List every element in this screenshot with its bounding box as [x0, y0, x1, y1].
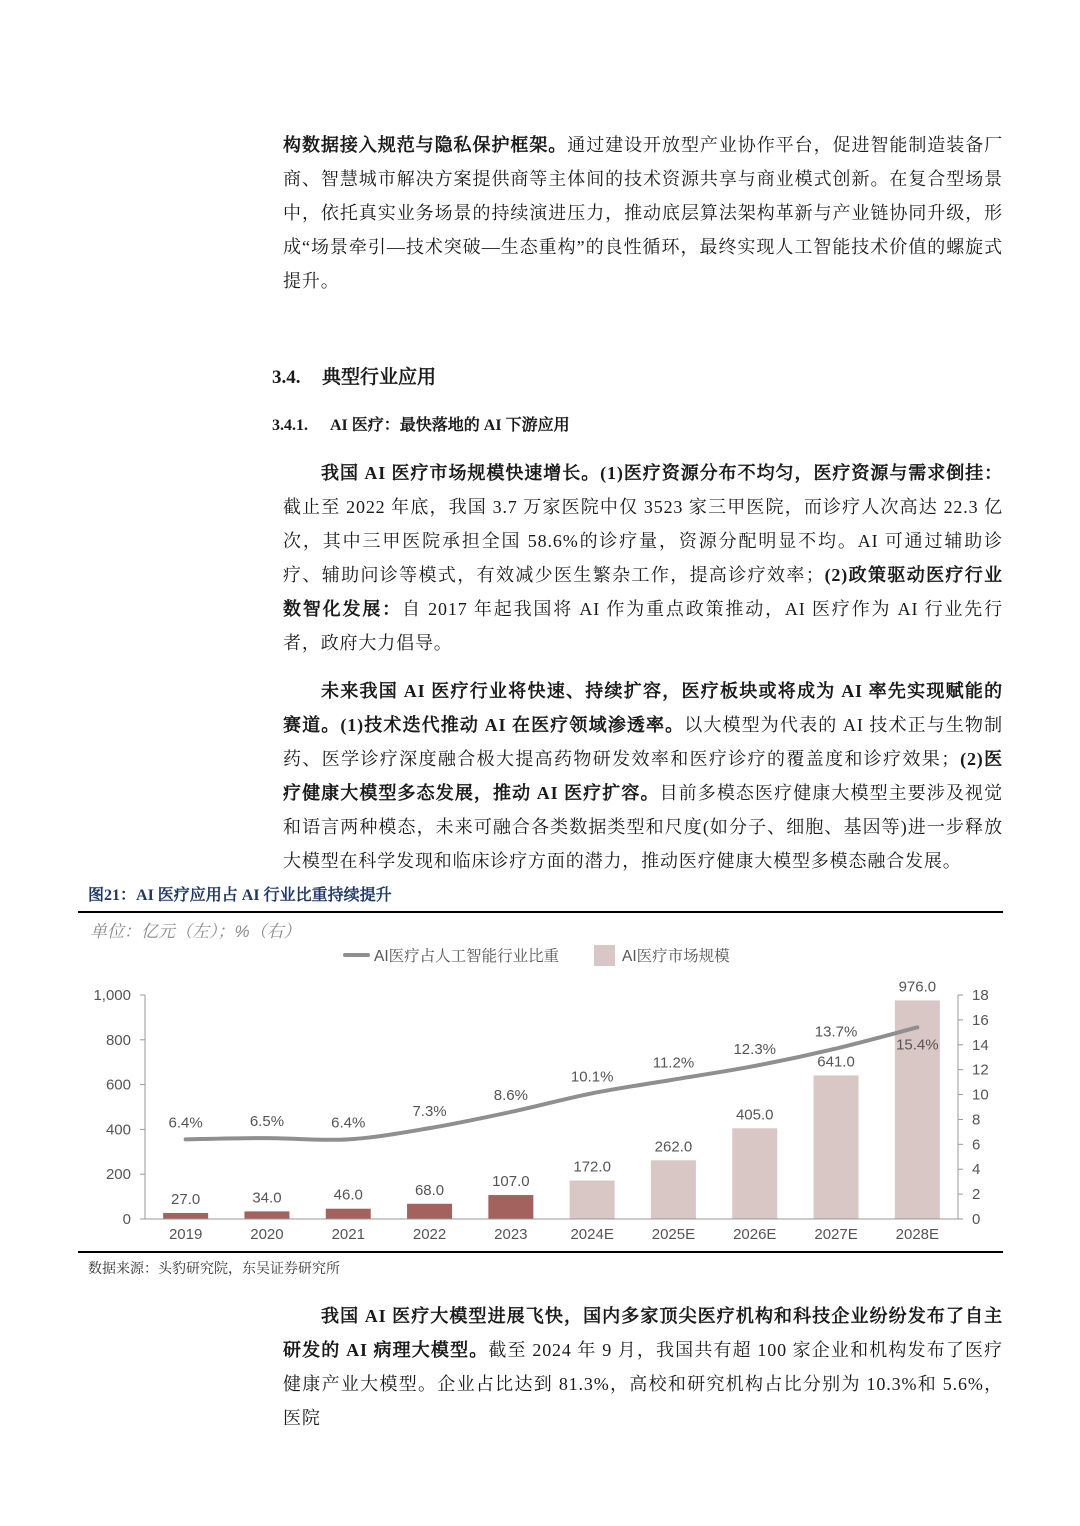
- line-value-label-2026E: 12.3%: [733, 1040, 777, 1058]
- y-right-tick-label: 8: [972, 1111, 981, 1129]
- figure-label: 图21：: [88, 887, 137, 904]
- paragraph-run: 目前多模态医疗健康大模型主要涉及视觉和语言两种模态，未来可融合各类数据类型和尺度(如分子、细胞、基因等)进一步释放大模型在科学发现和临床诊疗方面的潜力，推动医疗健康大模型多模态融合发展。: [283, 783, 1003, 871]
- bar-2025E: [651, 1160, 696, 1219]
- paragraph-run: 通过建设开放型产业协作平台，促进智能制造装备厂商、智慧城市解决方案提供商等主体间的技术资源共享与商业模式创新。在复合型场景中，依托真实业务场景的持续演进压力，推动底层算法架构革新与产业链协同升级，形成“场景牵引—技术突破—生态重构”的良性循环，最终实现人工智能技术价值的螺旋式提升。: [283, 135, 1003, 291]
- x-category-label-2024E: 2024E: [570, 1226, 614, 1243]
- section-heading: [272, 366, 436, 390]
- x-category-label-2023: 2023: [494, 1226, 528, 1243]
- subsection-title: AI 医疗：最快落地的 AI 下游应用: [330, 417, 570, 434]
- chart-unit-note: 单位：亿元（左）；%（右）: [90, 922, 301, 941]
- bar-value-label-2019: 27.0: [171, 1190, 201, 1208]
- chart: [0, 912, 1080, 1252]
- paragraph-run: 以大模型为代表的 AI 技术正与生物制药、医学诊疗深度融合极大提高药物研发效率和医疗诊疗的覆盖度和诊疗效果；: [283, 715, 1003, 769]
- bar-2024E: [570, 1180, 615, 1219]
- y-right-tick-label: 12: [972, 1061, 989, 1079]
- y-right-tick-label: 0: [972, 1211, 981, 1228]
- bar-2023: [488, 1195, 533, 1219]
- y-right-tick-label: 14: [972, 1036, 989, 1054]
- paragraph-bold-run: (2)医疗健康大模型多态发展，推动 AI 医疗扩容。: [283, 749, 1004, 803]
- y-left-tick-label: 200: [105, 1166, 131, 1184]
- bar-2020: [244, 1211, 289, 1219]
- body-paragraph-continuation: [283, 128, 1003, 298]
- share-line: [186, 1027, 918, 1140]
- subsection-heading: [272, 415, 570, 437]
- legend-bar-swatch: [594, 945, 615, 966]
- bar-value-label-2026E: 405.0: [735, 1106, 774, 1124]
- bar-value-label-2024E: 172.0: [573, 1158, 611, 1176]
- paragraph-run: 截止至 2022 年底，我国 3.7 万家医院中仅 3523 家三甲医院，而诊疗人次高达 22.3 亿次，其中三甲医院承担全国 58.6%的诊疗量，资源分配明显不均。AI 可通过辅助诊疗、辅助问诊等模式，有效减少医生繁杂工作，提高诊疗效率；: [283, 497, 1003, 585]
- bar-value-label-2028E: 976.0: [898, 978, 937, 996]
- line-value-label-2021: 6.4%: [331, 1114, 366, 1132]
- bar-2027E: [814, 1075, 859, 1219]
- figure-source: 数据来源：头豹研究院，东吴证券研究所: [88, 1262, 340, 1277]
- x-category-label-2028E: 2028E: [895, 1226, 940, 1243]
- bar-2022: [407, 1204, 452, 1219]
- line-value-label-2028E: 15.4%: [896, 1036, 939, 1054]
- y-right-tick-label: 2: [972, 1186, 981, 1204]
- body-paragraph-expansion: [283, 674, 1003, 878]
- x-category-label-2021: 2021: [331, 1226, 365, 1243]
- body-paragraph-market-growth: [283, 456, 1003, 660]
- paragraph-bold-run: 未来我国 AI 医疗行业将快速、持续扩容，医疗板块或将成为 AI 率先实现赋能的赛道。(1)技术迭代推动 AI 在医疗领域渗透率。: [283, 681, 1003, 735]
- legend-label-share: AI医疗占人工智能行业比重: [374, 948, 560, 965]
- chart-legend: [345, 945, 730, 966]
- bar-value-label-2027E: 641.0: [817, 1053, 855, 1071]
- line-value-label-2025E: 11.2%: [652, 1054, 695, 1072]
- x-category-label-2026E: 2026E: [733, 1226, 777, 1243]
- y-left-tick-label: 800: [105, 1031, 131, 1049]
- y-right-tick-label: 18: [972, 987, 989, 1004]
- paragraph-bold-run: (2)政策驱动医疗行业数智化发展：: [283, 565, 1003, 619]
- bar-2021: [326, 1209, 371, 1219]
- legend-label-market-size: AI医疗市场规模: [622, 948, 730, 965]
- y-left-tick-label: 0: [122, 1211, 131, 1228]
- line-value-label-2024E: 10.1%: [570, 1068, 614, 1086]
- line-value-label-2023: 8.6%: [493, 1086, 528, 1104]
- bar-value-label-2023: 107.0: [492, 1173, 530, 1191]
- figure-bottom-rule: [78, 1251, 1003, 1253]
- x-category-label-2022: 2022: [412, 1226, 447, 1243]
- line-value-label-2019: 6.4%: [168, 1114, 203, 1132]
- section-title: 典型行业应用: [322, 367, 437, 388]
- bar-value-label-2022: 68.0: [414, 1181, 445, 1199]
- figure-caption: [88, 886, 392, 906]
- y-left-tick-label: 1,000: [93, 987, 131, 1004]
- y-right-tick-label: 10: [972, 1086, 989, 1104]
- y-right-tick-label: 4: [972, 1161, 981, 1179]
- bar-2019: [163, 1213, 208, 1219]
- subsection-number: 3.4.1.: [272, 417, 308, 434]
- x-category-label-2025E: 2025E: [651, 1226, 696, 1243]
- bar-2026E: [732, 1128, 777, 1219]
- paragraph-bold-run: 我国 AI 医疗市场规模快速增长。(1)医疗资源分布不均匀，医疗资源与需求倒挂：: [321, 463, 1003, 483]
- paragraph-bold-run: 构数据接入规范与隐私保护框架。: [283, 135, 568, 155]
- x-category-label-2020: 2020: [250, 1226, 284, 1243]
- figure-title: AI 医疗应用占 AI 行业比重持续提升: [136, 887, 392, 904]
- y-right-tick-label: 6: [972, 1136, 981, 1154]
- y-left-tick-label: 400: [105, 1121, 131, 1139]
- paragraph-run: 截至 2024 年 9 月，我国共有超 100 家企业和机构发布了医疗健康产业大模型。企业占比达到 81.3%，高校和研究机构占比分别为 10.3%和 5.6%，医院: [283, 1340, 1003, 1428]
- x-category-label-2019: 2019: [168, 1226, 203, 1243]
- y-left-tick-label: 600: [105, 1076, 131, 1094]
- line-value-label-2020: 6.5%: [249, 1113, 285, 1131]
- paragraph-bold-run: 我国 AI 医疗大模型进展飞快，国内多家顶尖医疗机构和科技企业纷纷发布了自主研发的 AI 病理大模型。: [283, 1306, 1003, 1360]
- paragraph-run: 自 2017 年起我国将 AI 作为重点政策推动，AI 医疗作为 AI 行业先行者，政府大力倡导。: [283, 599, 1003, 653]
- line-value-label-2027E: 13.7%: [814, 1023, 858, 1041]
- section-number: 3.4.: [272, 367, 301, 388]
- body-paragraph-large-models: [283, 1299, 1003, 1435]
- line-value-label-2022: 7.3%: [412, 1103, 447, 1121]
- x-category-label-2027E: 2027E: [814, 1226, 858, 1243]
- bar-value-label-2021: 46.0: [333, 1186, 363, 1204]
- bar-value-label-2025E: 262.0: [654, 1138, 693, 1156]
- y-right-tick-label: 16: [972, 1011, 989, 1029]
- bar-value-label-2020: 34.0: [252, 1189, 282, 1207]
